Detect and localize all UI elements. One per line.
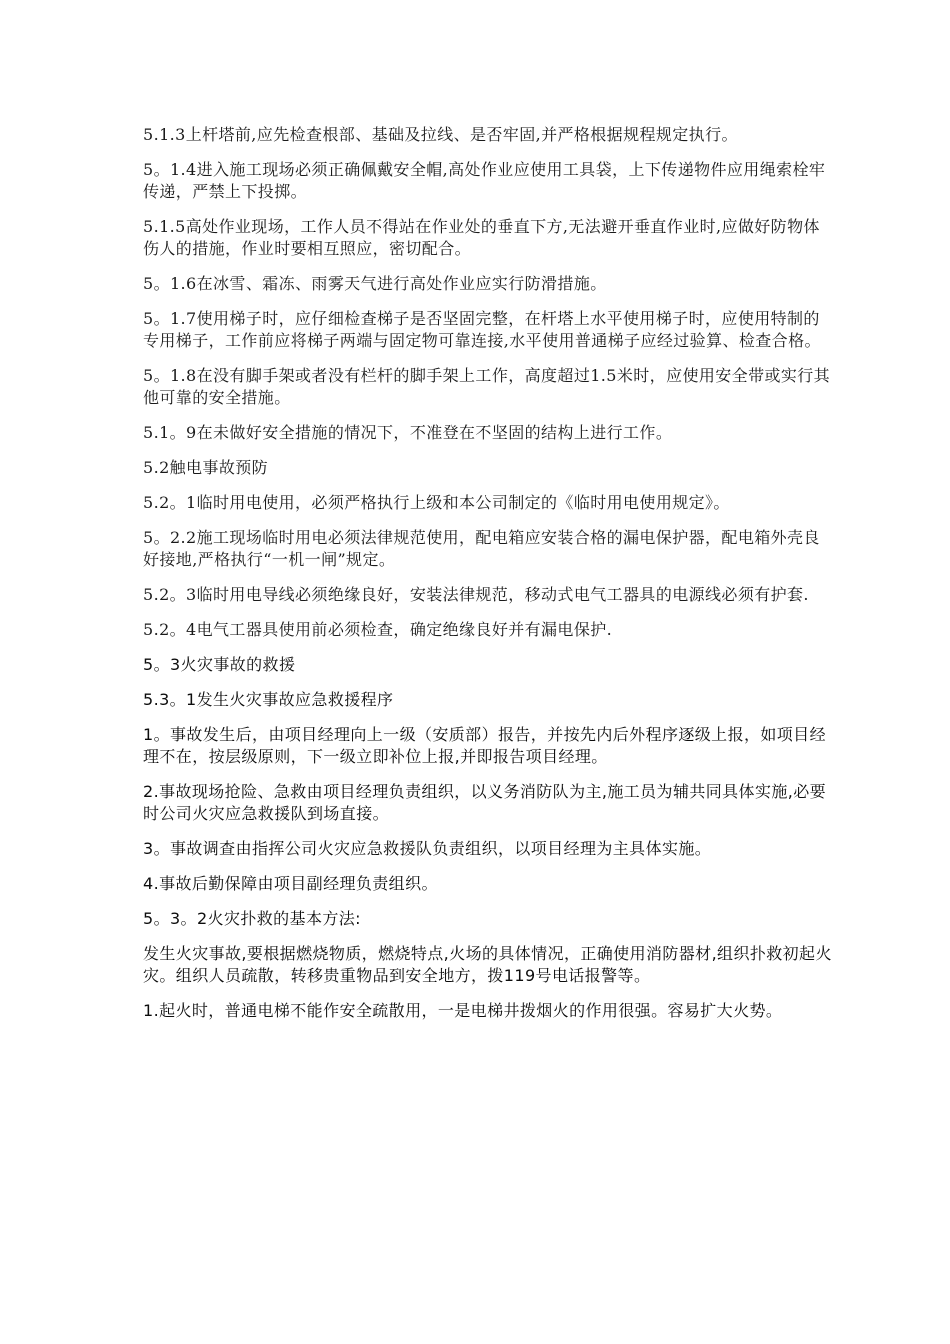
list-item-4: 4.事故后勤保障由项目副经理负责组织。: [143, 874, 438, 893]
document-page: [143, 124, 833, 1035]
subsection-heading-5-3-1: 5.3。1发生火灾事故应急救援程序: [143, 690, 394, 709]
section-heading-5-2: 5.2触电事故预防: [143, 458, 269, 477]
paragraph-5-2-1: 5.2。1临时用电使用，必须严格执行上级和本公司制定的《临时用电使用规定》。: [143, 493, 730, 512]
paragraph-5-1-9: 5.1。9在未做好安全措施的情况下，不准登在不坚固的结构上进行工作。: [143, 423, 673, 442]
paragraph-5-1-3: 5.1.3上杆塔前,应先检查根部、基础及拉线、是否牢固,并严格根据规程规定执行。: [143, 125, 738, 144]
paragraph-5-1-6: 5。1.6在冰雪、霜冻、雨雾天气进行高处作业应实行防滑措施。: [143, 274, 607, 293]
list-item-2: 2.事故现场抢险、急救由项目经理负责组织，以义务消防队为主,施工员为辅共同具体实施,必要时公司火灾应急救援队到场直接。: [143, 782, 827, 823]
section-heading-5-3: 5。3火灾事故的救援: [143, 655, 296, 674]
paragraph-5-2-4: 5.2。4电气工器具使用前必须检查，确定绝缘良好并有漏电保护.: [143, 620, 613, 639]
subsection-heading-5-3-2: 5。3。2火灾扑救的基本方法:: [143, 909, 361, 928]
list-item-1: 1。事故发生后，由项目经理向上一级（安质部）报告，并按先内后外程序逐级上报，如项目经理不在，按层级原则，下一级立即补位上报,并即报告项目经理。: [143, 725, 826, 766]
paragraph-5-2-2: 5。2.2施工现场临时用电必须法律规范使用，配电箱应安装合格的漏电保护器，配电箱外壳良好接地,严格执行“一机一闸”规定。: [143, 528, 820, 569]
paragraph-fire-method: 发生火灾事故,要根据燃烧物质，燃烧特点,火场的具体情况，正确使用消防器材,组织扑救初起火灾。组织人员疏散，转移贵重物品到安全地方，拨119号电话报警等。: [143, 944, 832, 985]
list-item-3: 3。事故调查由指挥公司火灾应急救援队负责组织，以项目经理为主具体实施。: [143, 839, 712, 858]
paragraph-5-1-4: 5。1.4进入施工现场必须正确佩戴安全帽,高处作业应使用工具袋，上下传递物件应用绳索栓牢传递，严禁上下投掷。: [143, 160, 826, 201]
paragraph-5-1-8: 5。1.8在没有脚手架或者没有栏杆的脚手架上工作，高度超过1.5米时，应使用安全带或实行其他可靠的安全措施。: [143, 366, 831, 407]
list-item-elevator: 1.起火时，普通电梯不能作安全疏散用，一是电梯井拨烟火的作用很强。容易扩大火势。: [143, 1001, 783, 1020]
paragraph-5-1-7: 5。1.7使用梯子时，应仔细检查梯子是否坚固完整，在杆塔上水平使用梯子时，应使用特制的专用梯子，工作前应将梯子两端与固定物可靠连接,水平使用普通梯子应经过验算、检查合格。: [143, 309, 821, 350]
paragraph-5-1-5: 5.1.5高处作业现场，工作人员不得站在作业处的垂直下方,无法避开垂直作业时,应做好防物体伤人的措施，作业时要相互照应，密切配合。: [143, 217, 820, 258]
paragraph-5-2-3: 5.2。3临时用电导线必须绝缘良好，安装法律规范，移动式电气工器具的电源线必须有护套.: [143, 585, 809, 604]
